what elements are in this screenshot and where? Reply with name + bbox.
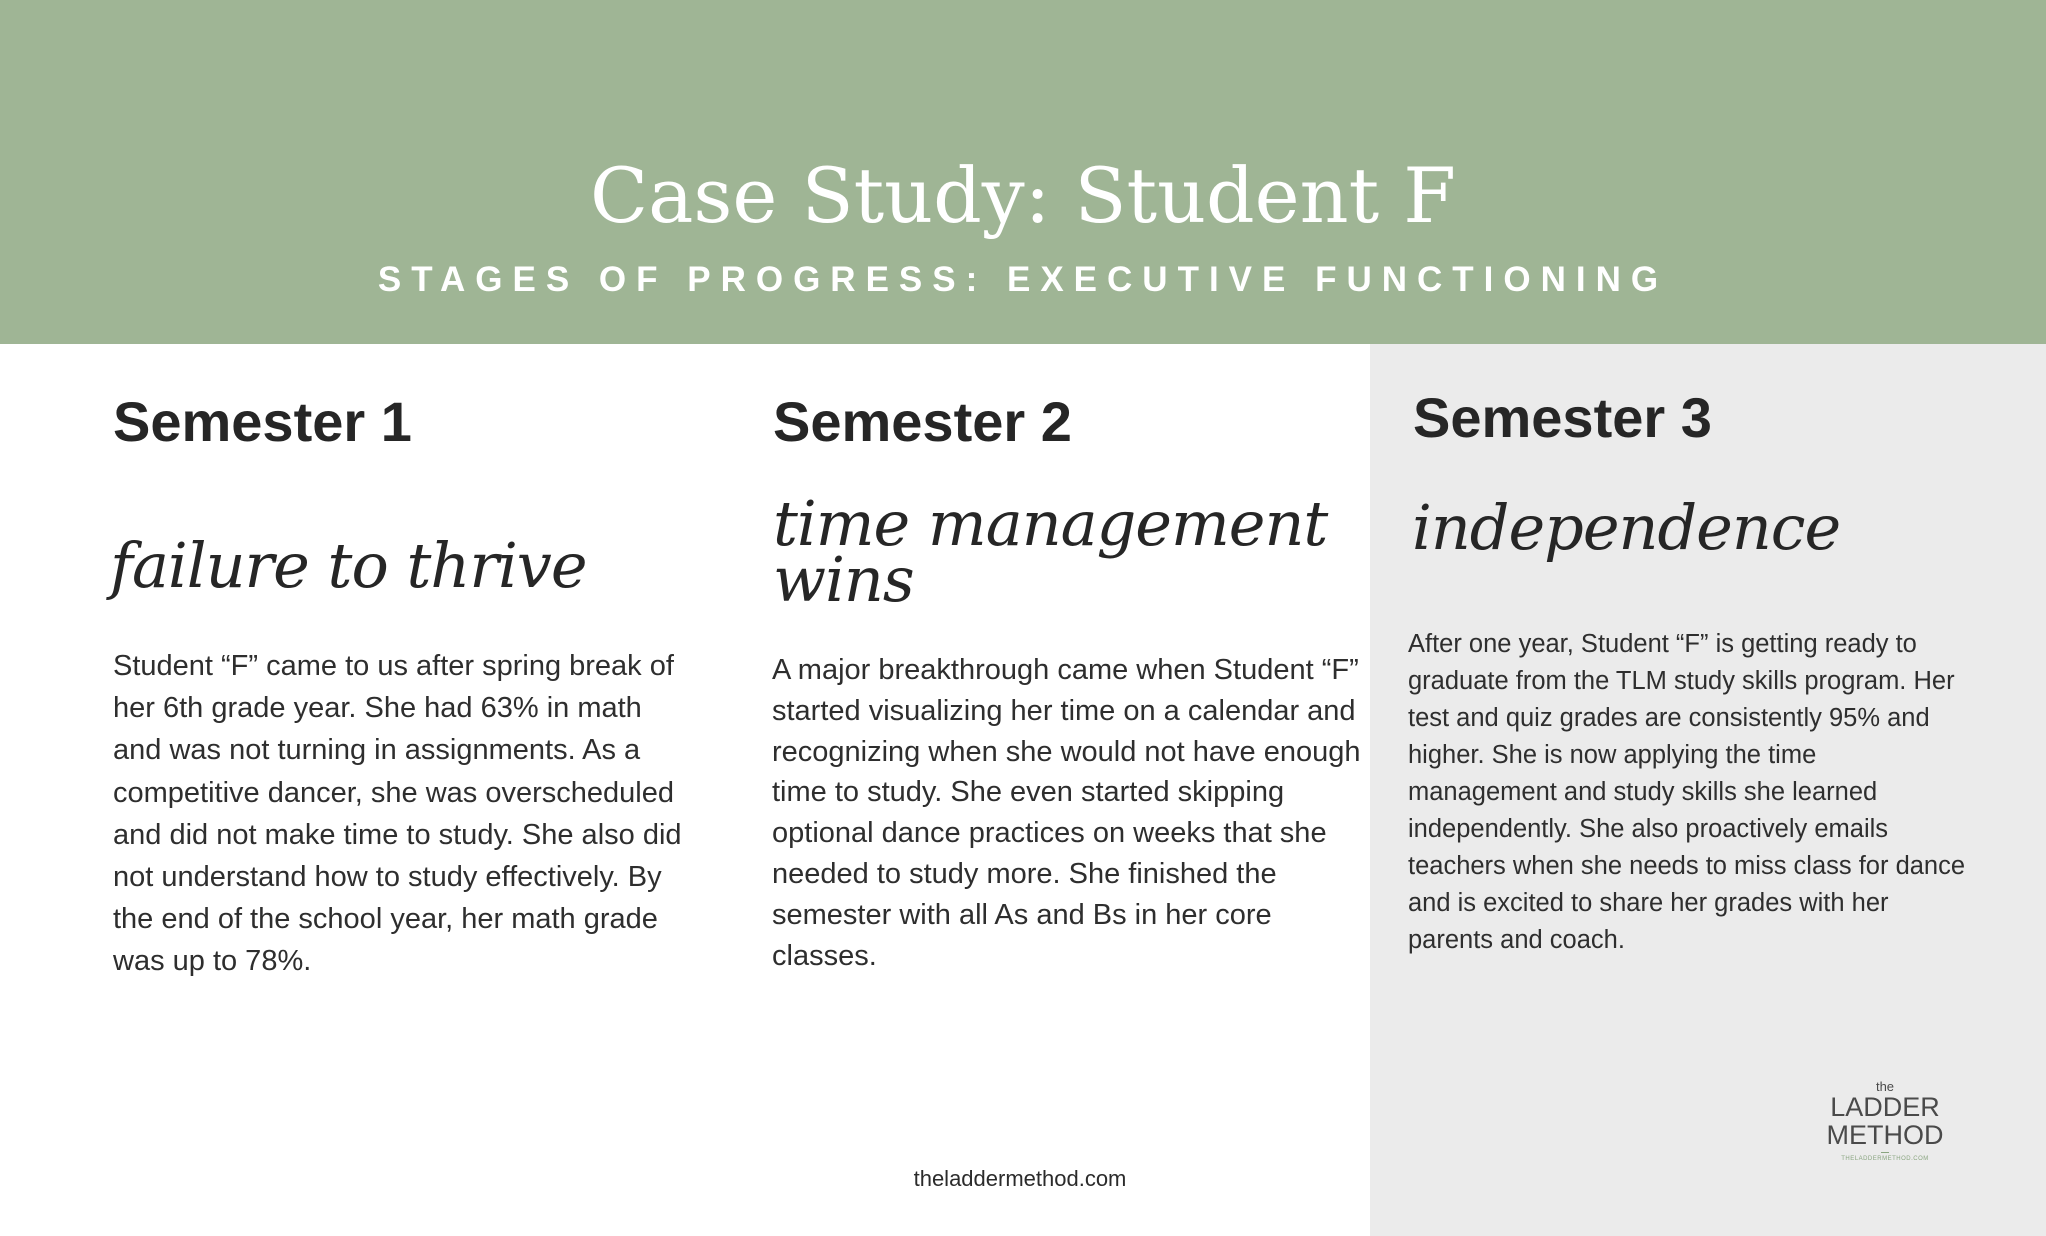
logo-the-text: the <box>1875 1079 1895 1094</box>
semester-3-description: After one year, Student “F” is getting ready to graduate from the TLM study skills program. Her test and quiz grades are consistently 95% and higher. She is now applying the time management and study skills she learned independently. She also proactively emails teachers when she needs to miss class for dance and is excited to share her grades with her parents and coach. <box>1408 630 1966 954</box>
semester-3-title: Semester 3 <box>1413 386 1712 449</box>
footer-website-link[interactable]: theladdermethod.com <box>913 1166 1127 1191</box>
semester-3-stage: independence <box>1412 491 1841 564</box>
semester-1-title: Semester 1 <box>113 390 412 453</box>
page-title: Case Study: Student F <box>589 151 1457 240</box>
logo-divider <box>1881 1152 1889 1153</box>
semester-1-stage: failure to thrive <box>110 529 587 602</box>
semester-2-title: Semester 2 <box>773 390 1072 453</box>
page-subtitle: STAGES OF PROGRESS: EXECUTIVE FUNCTIONING <box>377 260 1669 299</box>
semester-2-description: A major breakthrough came when Student “F” started visualizing her time on a calendar and recognizing when she would not have enough time to study. She even started skipping optional dance practices on weeks that she needed to study more. She finished the semester with all As and Bs in her core classes. <box>772 654 1361 972</box>
ladder-method-logo <box>1810 1080 1960 1162</box>
logo-url-text: THELADDERMETHOD.COM <box>1841 1156 1929 1162</box>
semester-1-description: Student “F” came to us after spring break of her 6th grade year. She had 63% in math and was not turning in assignments. As a competitive dancer, she was overscheduled and did not make time to study. She also did not understand how to study effectively. By the end of the school year, her math grade was up to 78%. <box>113 650 682 978</box>
logo-ladder-text: LADDER <box>1830 1092 1940 1122</box>
semester-2-stage: time management wins <box>773 487 1328 616</box>
logo-method-text: METHOD <box>1826 1120 1944 1150</box>
header-banner <box>0 0 2046 344</box>
